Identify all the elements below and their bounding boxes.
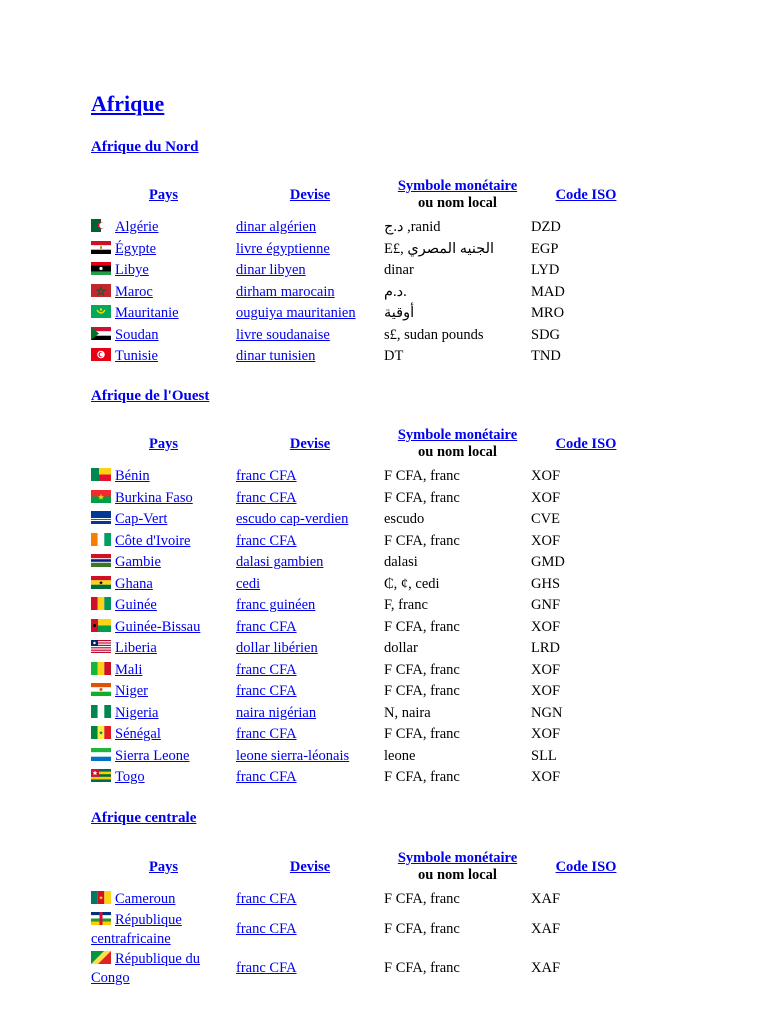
currency-link[interactable]: escudo cap-verdien: [236, 511, 349, 527]
cell-symbole: leone: [384, 747, 416, 764]
cell-pays: [91, 217, 236, 239]
table-row: [91, 911, 641, 950]
header-iso-link[interactable]: Code ISO: [555, 858, 617, 875]
cell-iso: XOF: [531, 468, 561, 484]
cell-iso: XOF: [531, 726, 561, 742]
country-link[interactable]: Mauritanie: [115, 305, 179, 321]
cell-iso: LYD: [531, 262, 560, 278]
cell-symbole: ₵, ¢, cedi: [384, 575, 440, 592]
cell-devise: [236, 724, 384, 746]
country-link[interactable]: République centrafricaine: [91, 912, 182, 947]
currency-link[interactable]: naira nigérian: [236, 704, 317, 721]
cell-devise: [236, 217, 384, 239]
section-title-link[interactable]: Afrique de l'Ouest: [91, 388, 210, 404]
nigeria-flag-icon: [91, 705, 111, 718]
cell-symbole: د.م.: [384, 283, 407, 300]
cell-pays: [91, 552, 236, 574]
country-link[interactable]: Burkina Faso: [115, 489, 193, 506]
cell-iso: MAD: [531, 283, 565, 300]
cell-iso: XOF: [531, 661, 561, 678]
cell-iso: GMD: [531, 554, 565, 570]
cell-devise: [236, 767, 384, 789]
table-row: [91, 574, 641, 596]
currency-link[interactable]: franc CFA: [236, 468, 297, 484]
cell-pays: [91, 574, 236, 596]
cell-symbole: F CFA, franc: [384, 468, 460, 484]
cell-iso: SDG: [531, 326, 561, 343]
table-row: [91, 746, 641, 768]
cell-devise: [236, 531, 384, 553]
cell-pays: [91, 282, 236, 304]
cell-devise: [236, 638, 384, 660]
table-row: [91, 217, 641, 239]
country-link[interactable]: Ghana: [115, 575, 153, 592]
cape-verde-flag-icon: [91, 511, 111, 524]
table-row: [91, 889, 641, 911]
country-link[interactable]: Côte d'Ivoire: [115, 532, 191, 549]
cell-symbole: F CFA, franc: [384, 960, 460, 977]
header-pays: [91, 173, 236, 217]
cell-symbole: s£, sudan pounds: [384, 326, 484, 343]
cell-iso: LRD: [531, 640, 560, 656]
algeria-flag-icon: [91, 219, 111, 232]
header-devise-link[interactable]: Devise: [289, 435, 331, 452]
country-link[interactable]: Togo: [115, 769, 145, 785]
cell-symbole: E£, الجنيه المصري: [384, 240, 495, 257]
cell-pays: [91, 724, 236, 746]
cell-iso: MRO: [531, 305, 565, 321]
header-devise-link[interactable]: Devise: [289, 858, 331, 875]
table-row: [91, 595, 641, 617]
cell-iso: GHS: [531, 575, 561, 592]
cell-pays: [91, 638, 236, 660]
cell-pays: [91, 911, 236, 950]
cell-symbole: F CFA, franc: [384, 489, 460, 506]
country-link[interactable]: Bénin: [115, 468, 150, 484]
table-row: [91, 950, 641, 989]
header-iso-link[interactable]: Code ISO: [555, 186, 617, 203]
cell-devise: [236, 617, 384, 639]
header-devise: [236, 173, 384, 217]
country-link[interactable]: Guinée: [115, 597, 157, 613]
cell-pays: [91, 346, 236, 368]
cell-pays: [91, 531, 236, 553]
country-link[interactable]: Maroc: [115, 283, 153, 300]
currency-link[interactable]: cedi: [236, 575, 261, 592]
libya-flag-icon: [91, 262, 111, 275]
country-link[interactable]: République du Congo: [91, 951, 200, 986]
header-symbole: [384, 422, 531, 466]
cell-symbole: escudo: [384, 511, 425, 527]
currency-link[interactable]: dalasi gambien: [236, 554, 324, 570]
country-link[interactable]: Algérie: [115, 219, 159, 235]
cell-pays: [91, 466, 236, 488]
niger-flag-icon: [91, 683, 111, 696]
header-pays-link[interactable]: Pays: [149, 858, 178, 875]
cell-iso: DZD: [531, 219, 561, 235]
currency-link[interactable]: franc CFA: [236, 618, 297, 635]
currency-table: [91, 173, 641, 368]
header-iso: [531, 422, 641, 466]
header-symbole-link[interactable]: Symbole monétaire: [397, 850, 518, 866]
mali-flag-icon: [91, 662, 111, 675]
header-symbole: [384, 845, 531, 889]
ivory-coast-flag-icon: [91, 533, 111, 546]
country-link[interactable]: Liberia: [115, 640, 157, 656]
table-row: [91, 325, 641, 347]
cell-devise: [236, 703, 384, 725]
header-pays: [91, 845, 236, 889]
cell-devise: [236, 239, 384, 261]
cell-iso: GNF: [531, 597, 561, 613]
cell-devise: [236, 950, 384, 989]
cell-devise: [236, 889, 384, 911]
table-row: [91, 239, 641, 261]
country-link[interactable]: Libye: [115, 262, 149, 278]
currency-link[interactable]: leone sierra-léonais: [236, 747, 350, 764]
cell-pays: [91, 260, 236, 282]
cell-iso: CVE: [531, 511, 560, 527]
country-link[interactable]: Sierra Leone: [115, 747, 190, 764]
country-link[interactable]: Cap-Vert: [115, 511, 168, 527]
cell-symbole: DT: [384, 348, 404, 364]
cell-iso: XAF: [531, 921, 561, 938]
currency-link[interactable]: franc CFA: [236, 960, 297, 977]
cell-devise: [236, 303, 384, 325]
currency-link[interactable]: franc CFA: [236, 683, 297, 699]
currency-link[interactable]: livre égyptienne: [236, 240, 330, 257]
header-symbole: [384, 173, 531, 217]
currency-link[interactable]: franc CFA: [236, 532, 297, 549]
table-header-row: [91, 422, 641, 466]
tunisia-flag-icon: [91, 348, 111, 361]
country-link[interactable]: Tunisie: [115, 348, 158, 364]
currency-link[interactable]: franc CFA: [236, 489, 297, 506]
cell-pays: [91, 703, 236, 725]
cell-devise: [236, 260, 384, 282]
table-row: [91, 552, 641, 574]
currency-link[interactable]: franc CFA: [236, 769, 297, 785]
sierra-leone-flag-icon: [91, 748, 111, 761]
guinea-flag-icon: [91, 597, 111, 610]
cell-symbole: F CFA, franc: [384, 891, 460, 907]
currency-link[interactable]: franc CFA: [236, 891, 297, 907]
cell-devise: [236, 681, 384, 703]
cameroon-flag-icon: [91, 891, 111, 904]
burkina-faso-flag-icon: [91, 490, 111, 503]
morocco-flag-icon: [91, 284, 111, 297]
cell-symbole: N, naira: [384, 704, 431, 721]
senegal-flag-icon: [91, 726, 111, 739]
cell-pays: [91, 488, 236, 510]
cell-pays: [91, 595, 236, 617]
cell-pays: [91, 746, 236, 768]
table-header-row: [91, 173, 641, 217]
cell-iso: SLL: [531, 747, 557, 764]
liberia-flag-icon: [91, 640, 111, 653]
country-link[interactable]: Soudan: [115, 326, 159, 343]
cell-iso: XAF: [531, 891, 561, 907]
cell-pays: [91, 660, 236, 682]
table-row: [91, 638, 641, 660]
cell-symbole: dinar: [384, 262, 414, 278]
table-row: [91, 282, 641, 304]
cell-pays: [91, 889, 236, 911]
central-african-republic-flag-icon: [91, 912, 111, 925]
section-title-link[interactable]: Afrique centrale: [91, 810, 197, 826]
cell-symbole: F CFA, franc: [384, 661, 460, 678]
guinea-bissau-flag-icon: [91, 619, 111, 632]
ghana-flag-icon: [91, 576, 111, 589]
cell-pays: [91, 950, 236, 989]
cell-iso: XOF: [531, 769, 561, 785]
cell-symbole: F CFA, franc: [384, 683, 460, 699]
header-devise-link[interactable]: Devise: [289, 186, 331, 203]
cell-symbole: F CFA, franc: [384, 769, 460, 785]
cell-devise: [236, 595, 384, 617]
currency-link[interactable]: ouguiya mauritanien: [236, 305, 356, 321]
table-row: [91, 703, 641, 725]
header-iso-link[interactable]: Code ISO: [555, 435, 617, 452]
cell-pays: [91, 509, 236, 531]
currency-link[interactable]: dirham marocain: [236, 283, 335, 300]
table-row: [91, 509, 641, 531]
currency-link[interactable]: franc CFA: [236, 921, 297, 938]
table-row: [91, 303, 641, 325]
cell-devise: [236, 552, 384, 574]
table-row: [91, 767, 641, 789]
cell-iso: TND: [531, 348, 561, 364]
table-header-row: [91, 845, 641, 889]
cell-devise: [236, 509, 384, 531]
table-row: [91, 617, 641, 639]
header-symbole-sub: ou nom local: [418, 195, 497, 211]
table-row: [91, 531, 641, 553]
cell-pays: [91, 325, 236, 347]
currency-link[interactable]: dinar algérien: [236, 219, 317, 235]
cell-iso: XOF: [531, 532, 561, 549]
mauritania-flag-icon: [91, 305, 111, 318]
header-devise: [236, 845, 384, 889]
cell-pays: [91, 617, 236, 639]
cell-devise: [236, 488, 384, 510]
cell-devise: [236, 911, 384, 950]
table-row: [91, 660, 641, 682]
table-row: [91, 260, 641, 282]
sudan-flag-icon: [91, 327, 111, 340]
country-link[interactable]: Mali: [115, 661, 143, 678]
country-link[interactable]: Gambie: [115, 554, 161, 570]
cell-iso: NGN: [531, 704, 563, 721]
togo-flag-icon: [91, 769, 111, 782]
cell-iso: XOF: [531, 618, 561, 635]
currency-link[interactable]: livre soudanaise: [236, 326, 330, 343]
cell-pays: [91, 681, 236, 703]
section-title: [91, 137, 199, 157]
cell-pays: [91, 239, 236, 261]
table-row: [91, 724, 641, 746]
cell-symbole: dalasi: [384, 554, 418, 570]
cell-devise: [236, 746, 384, 768]
currency-link[interactable]: franc CFA: [236, 726, 297, 742]
section-title: [91, 386, 209, 406]
header-symbole-link[interactable]: Symbole monétaire: [397, 178, 518, 194]
header-pays-link[interactable]: Pays: [149, 435, 178, 452]
cell-symbole: F CFA, franc: [384, 726, 460, 742]
cell-devise: [236, 466, 384, 488]
country-link[interactable]: Nigeria: [115, 704, 159, 721]
cell-iso: XOF: [531, 683, 561, 699]
header-symbole-sub: ou nom local: [418, 867, 497, 883]
cell-devise: [236, 660, 384, 682]
currency-link[interactable]: dinar tunisien: [236, 348, 316, 364]
currency-link[interactable]: dinar libyen: [236, 262, 306, 278]
cell-symbole: أوقية: [384, 305, 415, 321]
header-pays-link[interactable]: Pays: [149, 186, 178, 203]
currency-link[interactable]: franc CFA: [236, 661, 297, 678]
congo-flag-icon: [91, 951, 111, 964]
country-link[interactable]: Niger: [115, 683, 149, 699]
page-title: [91, 90, 164, 118]
currency-link[interactable]: dollar libérien: [236, 640, 318, 656]
country-link[interactable]: Guinée-Bissau: [115, 618, 201, 635]
table-row: [91, 681, 641, 703]
cell-iso: XAF: [531, 960, 561, 977]
cell-devise: [236, 282, 384, 304]
country-link[interactable]: Cameroun: [115, 891, 176, 907]
gambia-flag-icon: [91, 554, 111, 567]
cell-devise: [236, 346, 384, 368]
cell-symbole: د.ج ,ranid: [384, 219, 441, 235]
currency-link[interactable]: franc guinéen: [236, 597, 316, 613]
cell-devise: [236, 574, 384, 596]
header-symbole-sub: ou nom local: [418, 444, 497, 460]
cell-pays: [91, 303, 236, 325]
section-title: [91, 808, 196, 828]
currency-table: [91, 845, 641, 989]
table-row: [91, 466, 641, 488]
cell-iso: EGP: [531, 240, 559, 257]
cell-symbole: F CFA, franc: [384, 921, 460, 938]
cell-symbole: dollar: [384, 640, 418, 656]
header-symbole-link[interactable]: Symbole monétaire: [397, 427, 518, 443]
page-title-link[interactable]: Afrique: [91, 91, 165, 116]
header-iso: [531, 173, 641, 217]
header-pays: [91, 422, 236, 466]
country-link[interactable]: Égypte: [115, 240, 157, 257]
country-link[interactable]: Sénégal: [115, 726, 161, 742]
table-row: [91, 346, 641, 368]
egypt-flag-icon: [91, 241, 111, 254]
cell-symbole: F CFA, franc: [384, 532, 460, 549]
cell-symbole: F CFA, franc: [384, 618, 460, 635]
cell-iso: XOF: [531, 489, 561, 506]
currency-table: [91, 422, 641, 789]
benin-flag-icon: [91, 468, 111, 481]
header-devise: [236, 422, 384, 466]
cell-pays: [91, 767, 236, 789]
table-row: [91, 488, 641, 510]
cell-symbole: F, franc: [384, 597, 428, 613]
section-title-link[interactable]: Afrique du Nord: [91, 139, 199, 155]
header-iso: [531, 845, 641, 889]
cell-devise: [236, 325, 384, 347]
